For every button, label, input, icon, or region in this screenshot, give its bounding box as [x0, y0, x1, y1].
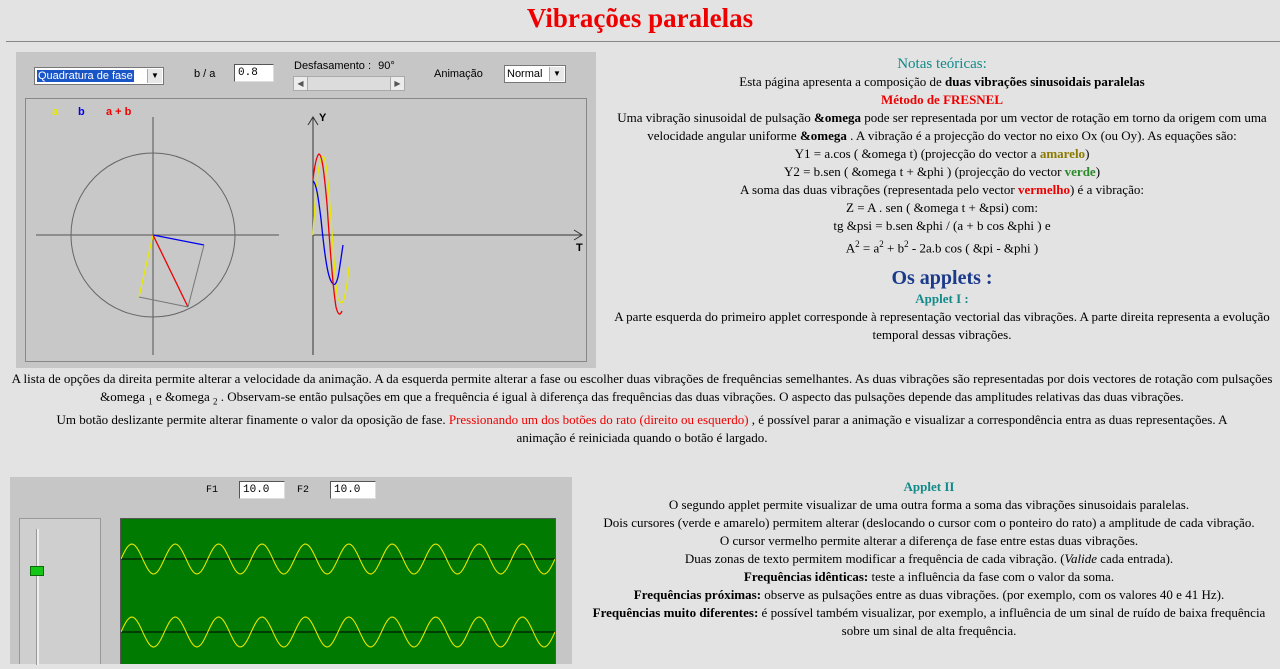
chevron-down-icon[interactable]: ▼ [549, 67, 564, 81]
speed-select[interactable] [504, 65, 566, 83]
notes-paragraph-1 [604, 109, 1280, 145]
mode-select[interactable] [34, 67, 164, 85]
l4-valide: Valide [1064, 551, 1098, 566]
options-text-a: A lista de opções da direita permite alterar a velocidade da animação. A da esquerda permite alterar a fase ou escolher duas vibrações de frequências semelhantes. As duas vibrações são representadas por dois vectores de rotação com pulsações &omega [11, 371, 1273, 404]
mode-select-value: Quadratura de fase [38, 70, 133, 82]
l4-text-a: Duas zonas de texto permitem modificar a frequência de cada vibração. ( [684, 551, 1065, 566]
slider-left-arrow-icon[interactable]: ◀ [294, 77, 308, 90]
f2-label: F2 [297, 485, 310, 496]
applet2-line-7 [580, 604, 1278, 640]
y1-text: Y1 = a.cos ( &omega t) (projecção do vector a [794, 146, 1040, 161]
applet-2 [10, 477, 572, 664]
equation-a2 [604, 235, 1280, 257]
f2-input[interactable]: 10.0 [330, 481, 376, 499]
options-text-b: e &omega [152, 389, 213, 404]
vector-a [139, 235, 153, 297]
notes-intro-text: Esta página apresenta a composição de [739, 74, 945, 89]
eq-a-4: - 2a.b cos ( &pi - &phi ) [908, 240, 1039, 256]
vector-canvas[interactable] [25, 98, 587, 362]
omega-sub-2: 2 [212, 396, 218, 407]
p1-omega-2: &omega [799, 128, 847, 143]
y1-post: ) [1085, 146, 1090, 161]
sum-color-word: vermelho [1017, 182, 1070, 197]
phase-slider[interactable] [293, 76, 405, 91]
axis-y-label: Y [319, 112, 327, 124]
parallelogram-side-1 [139, 297, 188, 307]
fresnel-plot [26, 99, 586, 361]
y2-color-word: verde [1064, 164, 1096, 179]
chevron-down-icon[interactable]: ▼ [147, 69, 162, 83]
eq-sup-1: 2 [855, 239, 860, 249]
eq-a-3: + b [883, 240, 905, 256]
applet2-line-6 [580, 586, 1278, 604]
applet2-line-3: O cursor vermelho permite alterar a diferença de fase entre estas duas vibrações. [719, 533, 1139, 548]
applet2-section [580, 478, 1278, 640]
l6-bold: Frequências próximas: [633, 587, 762, 602]
slider-text-a: Um botão deslizante permite alterar finamente o valor da oposição de fase. [56, 411, 449, 427]
f1-label: F1 [206, 485, 219, 496]
sum-post: ) é a vibração: [1069, 182, 1144, 197]
eq-a-1: A [845, 240, 856, 256]
applet-1 [16, 52, 596, 368]
method-title: Método de FRESNEL [880, 92, 1004, 107]
sum-text: A soma das duas vibrações (representada pelo vector [740, 182, 1018, 197]
green-amplitude-cursor[interactable] [30, 566, 44, 576]
vector-sum [153, 235, 188, 307]
legend-a: a [52, 106, 59, 118]
f1-input[interactable]: 10.0 [239, 481, 285, 499]
applets-heading: Os applets : [891, 267, 993, 290]
applet1-text: A parte esquerda do primeiro applet corresponde à representação vectorial das vibrações. A parte direita representa a evolução temporal dessas vibrações. [614, 309, 1270, 343]
notes-intro-bold: duas vibrações sinusoidais paralelas [945, 74, 1145, 89]
p1-text-e: . A vibração é a projecção do vector no eixo Ox (ou Oy). As equações são: [846, 128, 1237, 143]
applet2-line-5 [580, 568, 1278, 586]
cursor-panel [19, 518, 101, 664]
eq-sup-3: 2 [904, 239, 909, 249]
equation-y2 [604, 163, 1280, 181]
l5-bold: Frequências idênticas: [743, 569, 869, 584]
p1-omega-1: &omega [814, 110, 861, 125]
l7-bold: Frequências muito diferentes: [592, 605, 759, 620]
slider-right-arrow-icon[interactable]: ▶ [390, 77, 404, 90]
applet1-heading: Applet I : [915, 291, 969, 307]
y1-color-word: amarelo [1039, 146, 1086, 161]
l5-text: teste a influência da fase com o valor da soma. [868, 569, 1115, 584]
wave-canvas [120, 518, 556, 664]
sum-sentence [604, 181, 1280, 199]
eq-a-2: = a [859, 240, 880, 256]
slider-text-b: , é possível parar a animação e visualizar a correspondência entra as duas representações. A animação é reiniciada quando o botão é largado. [516, 411, 1228, 445]
l7-text: é possível também visualizar, por exemplo, a influência de um sinal de ruído de baixa frequência sobre um sinal de alta frequência. [758, 605, 1266, 638]
page-title: Vibrações paralelas [526, 3, 754, 33]
applet2-line-4 [580, 550, 1278, 568]
title-divider [6, 41, 1280, 42]
applet2-line-2: Dois cursores (verde e amarelo) permitem alterar (deslocando o cursor com o ponteiro do rato) a amplitude de cada vibração. [603, 515, 1255, 530]
parallelogram-side-2 [188, 245, 204, 307]
notes-heading: Notas teóricas: [897, 56, 987, 72]
eq-sup-2: 2 [879, 239, 884, 249]
applet2-line-1: O segundo applet permite visualizar de uma outra forma a soma das vibrações sinusoidais paralelas. [668, 497, 1190, 512]
ba-label: b / a [194, 68, 216, 80]
l6-text: observe as pulsações entre as duas vibrações. (por exemplo, com os valores 40 e 41 Hz). [761, 587, 1225, 602]
y2-text: Y2 = b.sen ( &omega t + &phi ) (projecção do vector [783, 164, 1065, 179]
speed-select-value: Normal [507, 68, 543, 80]
equation-tg: tg &psi = b.sen &phi / (a + b cos &phi ) e [833, 218, 1051, 233]
vector-b [153, 235, 204, 245]
legend-b: b [78, 106, 85, 118]
legend-ab: a + b [106, 106, 132, 118]
applet2-heading: Applet II [903, 479, 955, 494]
applet1-options-paragraph [4, 370, 1280, 411]
slider-paragraph [4, 411, 1280, 447]
wave-1 [121, 544, 555, 574]
phase-value: 90° [378, 60, 395, 72]
equation-z: Z = A . sen ( &omega t + &psi) com: [846, 200, 1038, 215]
axis-t-label: T [576, 242, 583, 254]
phase-label [294, 60, 395, 72]
y2-post: ) [1095, 164, 1101, 179]
animation-label: Animação [434, 68, 483, 80]
wave-2 [121, 617, 555, 647]
p1-text-a: Uma vibração sinusoidal de pulsação [617, 110, 815, 125]
p1-text-c: pode ser representada por um vector de rotação em torno da origem com uma velocidade angular uniforme [647, 110, 1267, 143]
ba-input[interactable]: 0.8 [234, 64, 274, 82]
applets-full-text [4, 370, 1280, 447]
phase-label-text: Desfasamento : [294, 60, 372, 72]
equation-y1 [604, 145, 1280, 163]
omega-sub-1: 1 [148, 396, 153, 407]
options-text-c: . Observam-se então pulsações em que a frequência é igual à diferença das frequências das duas vibrações. O aspecto das pulsações depende das amplitudes relativas das duas vibrações. [217, 389, 1184, 404]
cursor-track [36, 529, 39, 665]
wave-plot [121, 519, 555, 665]
slider-text-red: Pressionando um dos botões do rato (direito ou esquerdo) [448, 411, 749, 427]
notes-intro [604, 73, 1280, 91]
l4-text-b: cada entrada). [1097, 551, 1174, 566]
notes-section [604, 55, 1280, 344]
curve-b [313, 181, 343, 284]
